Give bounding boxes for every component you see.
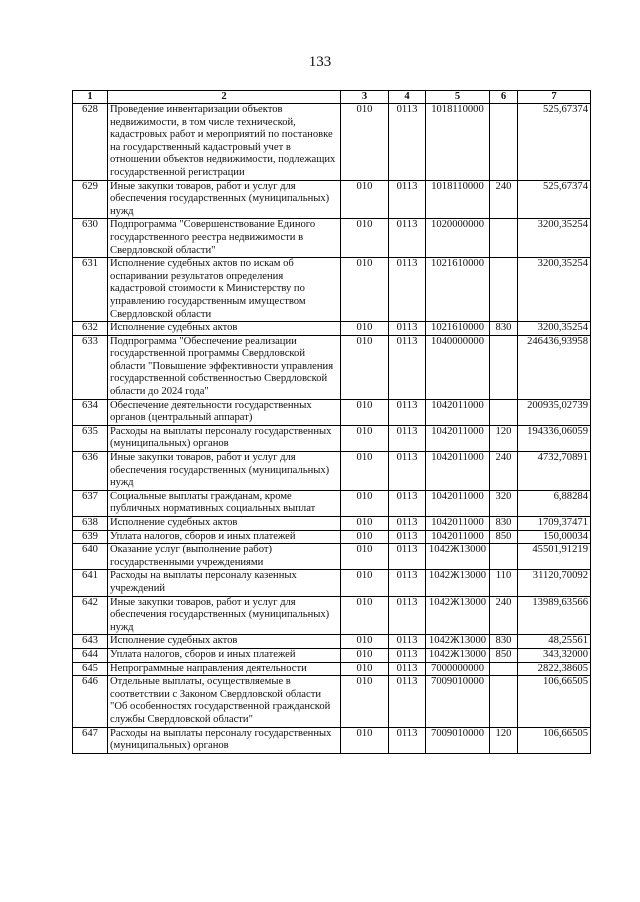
section-code: 0113 — [389, 104, 426, 181]
ministry-code: 010 — [341, 635, 389, 649]
target-article-code: 1042Ж13000 — [426, 570, 490, 596]
target-article-code: 1042Ж13000 — [426, 544, 490, 570]
table-row — [73, 662, 591, 676]
expense-type-code: 240 — [490, 180, 518, 219]
expense-type-code: 120 — [490, 425, 518, 451]
expense-name: Исполнение судебных актов — [108, 322, 341, 336]
row-number: 632 — [73, 322, 108, 336]
amount: 150,00034 — [518, 530, 591, 544]
table-row — [73, 104, 591, 181]
expense-type-code: 830 — [490, 635, 518, 649]
row-number: 629 — [73, 180, 108, 219]
expense-type-code: 850 — [490, 648, 518, 662]
expense-type-code: 240 — [490, 452, 518, 491]
section-code: 0113 — [389, 335, 426, 399]
section-code: 0113 — [389, 258, 426, 322]
ministry-code: 010 — [341, 517, 389, 531]
section-code: 0113 — [389, 570, 426, 596]
amount: 1709,37471 — [518, 517, 591, 531]
row-number: 633 — [73, 335, 108, 399]
header-cell: 2 — [108, 91, 341, 104]
row-number: 635 — [73, 425, 108, 451]
section-code: 0113 — [389, 517, 426, 531]
row-number: 644 — [73, 648, 108, 662]
table-row — [73, 727, 591, 753]
table-row — [73, 544, 591, 570]
ministry-code: 010 — [341, 544, 389, 570]
expense-type-code: 320 — [490, 490, 518, 516]
expense-name: Социальные выплаты гражданам, кроме публичных нормативных социальных выплат — [108, 490, 341, 516]
table-row — [73, 180, 591, 219]
expense-name: Уплата налогов, сборов и иных платежей — [108, 648, 341, 662]
amount: 343,32000 — [518, 648, 591, 662]
amount: 106,66505 — [518, 727, 591, 753]
table-row — [73, 399, 591, 425]
amount: 525,67374 — [518, 180, 591, 219]
amount: 31120,70092 — [518, 570, 591, 596]
expense-type-code — [490, 258, 518, 322]
section-code: 0113 — [389, 676, 426, 727]
table-body — [73, 104, 591, 754]
header-cell: 1 — [73, 91, 108, 104]
expense-type-code — [490, 104, 518, 181]
amount: 246436,93958 — [518, 335, 591, 399]
row-number: 646 — [73, 676, 108, 727]
expense-type-code: 120 — [490, 727, 518, 753]
amount: 3200,35254 — [518, 322, 591, 336]
table-row — [73, 648, 591, 662]
amount: 3200,35254 — [518, 258, 591, 322]
expense-name: Отдельные выплаты, осуществляемые в соответствии с Законом Свердловской области "Об особенностях государственной гражданской службы Свердловской области" — [108, 676, 341, 727]
expense-name: Расходы на выплаты персоналу государственных (муниципальных) органов — [108, 425, 341, 451]
table-row — [73, 322, 591, 336]
table-row — [73, 596, 591, 635]
target-article-code: 1040000000 — [426, 335, 490, 399]
target-article-code: 1042011000 — [426, 517, 490, 531]
row-number: 640 — [73, 544, 108, 570]
header-cell: 7 — [518, 91, 591, 104]
expense-type-code — [490, 335, 518, 399]
section-code: 0113 — [389, 490, 426, 516]
row-number: 631 — [73, 258, 108, 322]
expense-name: Иные закупки товаров, работ и услуг для обеспечения государственных (муниципальных) нужд — [108, 452, 341, 491]
target-article-code: 1042Ж13000 — [426, 596, 490, 635]
expense-type-code — [490, 662, 518, 676]
ministry-code: 010 — [341, 104, 389, 181]
header-cell: 6 — [490, 91, 518, 104]
section-code: 0113 — [389, 727, 426, 753]
amount: 13989,63566 — [518, 596, 591, 635]
section-code: 0113 — [389, 596, 426, 635]
row-number: 639 — [73, 530, 108, 544]
row-number: 638 — [73, 517, 108, 531]
target-article-code: 1042011000 — [426, 452, 490, 491]
ministry-code: 010 — [341, 676, 389, 727]
row-number: 637 — [73, 490, 108, 516]
table-row — [73, 530, 591, 544]
target-article-code: 7000000000 — [426, 662, 490, 676]
row-number: 643 — [73, 635, 108, 649]
target-article-code: 1021610000 — [426, 258, 490, 322]
target-article-code: 1018110000 — [426, 104, 490, 181]
target-article-code: 1042011000 — [426, 490, 490, 516]
ministry-code: 010 — [341, 258, 389, 322]
expense-name: Исполнение судебных актов — [108, 517, 341, 531]
budget-table — [72, 90, 591, 754]
ministry-code: 010 — [341, 490, 389, 516]
section-code: 0113 — [389, 544, 426, 570]
table-row — [73, 490, 591, 516]
target-article-code: 1042011000 — [426, 425, 490, 451]
expense-type-code: 830 — [490, 322, 518, 336]
expense-type-code: 830 — [490, 517, 518, 531]
amount: 106,66505 — [518, 676, 591, 727]
target-article-code: 1042011000 — [426, 399, 490, 425]
expense-name: Исполнение судебных актов по искам об оспаривании результатов определения кадастровой стоимости к Министерству по управлению государственным имуществом Свердловской области — [108, 258, 341, 322]
expense-type-code — [490, 544, 518, 570]
row-number: 636 — [73, 452, 108, 491]
expense-name: Оказание услуг (выполнение работ) государственными учреждениями — [108, 544, 341, 570]
row-number: 634 — [73, 399, 108, 425]
target-article-code: 1020000000 — [426, 219, 490, 258]
ministry-code: 010 — [341, 596, 389, 635]
amount: 200935,02739 — [518, 399, 591, 425]
section-code: 0113 — [389, 662, 426, 676]
expense-name: Иные закупки товаров, работ и услуг для обеспечения государственных (муниципальных) нужд — [108, 596, 341, 635]
amount: 194336,06059 — [518, 425, 591, 451]
row-number: 641 — [73, 570, 108, 596]
target-article-code: 1042Ж13000 — [426, 635, 490, 649]
section-code: 0113 — [389, 425, 426, 451]
ministry-code: 010 — [341, 570, 389, 596]
expense-name: Подпрограмма "Обеспечение реализации государственной программы Свердловской области "Повышение эффективности управления государственной собственностью Свердловской области до 2024 года" — [108, 335, 341, 399]
target-article-code: 7009010000 — [426, 676, 490, 727]
row-number: 645 — [73, 662, 108, 676]
target-article-code: 1021610000 — [426, 322, 490, 336]
section-code: 0113 — [389, 219, 426, 258]
table-row — [73, 258, 591, 322]
expense-type-code — [490, 399, 518, 425]
ministry-code: 010 — [341, 530, 389, 544]
ministry-code: 010 — [341, 425, 389, 451]
section-code: 0113 — [389, 180, 426, 219]
table-row — [73, 517, 591, 531]
expense-name: Расходы на выплаты персоналу казенных учреждений — [108, 570, 341, 596]
amount: 4732,70891 — [518, 452, 591, 491]
section-code: 0113 — [389, 322, 426, 336]
target-article-code: 1042011000 — [426, 530, 490, 544]
section-code: 0113 — [389, 530, 426, 544]
section-code: 0113 — [389, 635, 426, 649]
ministry-code: 010 — [341, 727, 389, 753]
row-number: 628 — [73, 104, 108, 181]
table-row — [73, 425, 591, 451]
ministry-code: 010 — [341, 335, 389, 399]
ministry-code: 010 — [341, 219, 389, 258]
expense-name: Иные закупки товаров, работ и услуг для обеспечения государственных (муниципальных) нужд — [108, 180, 341, 219]
ministry-code: 010 — [341, 180, 389, 219]
expense-type-code: 850 — [490, 530, 518, 544]
ministry-code: 010 — [341, 452, 389, 491]
expense-name: Уплата налогов, сборов и иных платежей — [108, 530, 341, 544]
ministry-code: 010 — [341, 662, 389, 676]
expense-name: Расходы на выплаты персоналу государственных (муниципальных) органов — [108, 727, 341, 753]
table-row — [73, 570, 591, 596]
expense-type-code — [490, 676, 518, 727]
header-cell: 3 — [341, 91, 389, 104]
expense-name: Исполнение судебных актов — [108, 635, 341, 649]
target-article-code: 7009010000 — [426, 727, 490, 753]
ministry-code: 010 — [341, 399, 389, 425]
amount: 2822,38605 — [518, 662, 591, 676]
target-article-code: 1042Ж13000 — [426, 648, 490, 662]
expense-name: Подпрограмма "Совершенствование Единого государственного реестра недвижимости в Свердловской области" — [108, 219, 341, 258]
section-code: 0113 — [389, 452, 426, 491]
expense-type-code — [490, 219, 518, 258]
table-row — [73, 635, 591, 649]
row-number: 647 — [73, 727, 108, 753]
header-cell: 5 — [426, 91, 490, 104]
table-header-row — [73, 91, 591, 104]
header-cell: 4 — [389, 91, 426, 104]
amount: 3200,35254 — [518, 219, 591, 258]
row-number: 630 — [73, 219, 108, 258]
expense-name: Проведение инвентаризации объектов недвижимости, в том числе технической, кадастровых работ и мероприятий по постановке на государственный кадастровый учет в отношении объектов недвижимости, подлежащих государственной регистрации — [108, 104, 341, 181]
table-row — [73, 452, 591, 491]
amount: 6,88284 — [518, 490, 591, 516]
amount: 48,25561 — [518, 635, 591, 649]
ministry-code: 010 — [341, 322, 389, 336]
table-row — [73, 676, 591, 727]
table-row — [73, 219, 591, 258]
amount: 525,67374 — [518, 104, 591, 181]
section-code: 0113 — [389, 648, 426, 662]
expense-name: Непрограммные направления деятельности — [108, 662, 341, 676]
expense-type-code: 240 — [490, 596, 518, 635]
page-number: 133 — [308, 54, 332, 70]
expense-type-code: 110 — [490, 570, 518, 596]
section-code: 0113 — [389, 399, 426, 425]
row-number: 642 — [73, 596, 108, 635]
expense-name: Обеспечение деятельности государственных органов (центральный аппарат) — [108, 399, 341, 425]
target-article-code: 1018110000 — [426, 180, 490, 219]
ministry-code: 010 — [341, 648, 389, 662]
amount: 45501,91219 — [518, 544, 591, 570]
table-row — [73, 335, 591, 399]
